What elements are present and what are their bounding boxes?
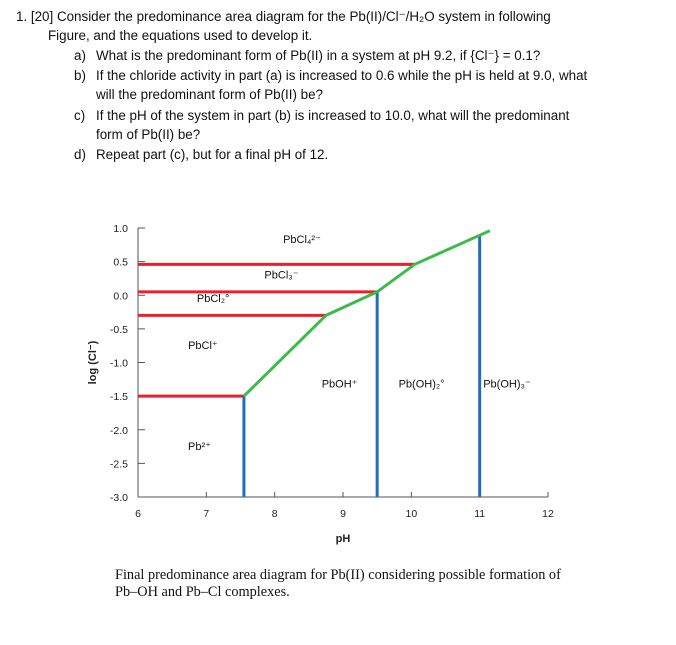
region-label: Pb(OH)₂°	[398, 378, 445, 391]
part-d-label: d)	[74, 147, 86, 162]
region-label: Pb²⁺	[188, 440, 211, 453]
x-tick-label: 8	[271, 508, 278, 520]
x-tick-label: 10	[405, 508, 418, 520]
part-c-continuation: form of Pb(II) be?	[96, 127, 201, 142]
y-tick-label: -3.0	[109, 492, 128, 504]
y-tick-label: 0.5	[113, 256, 128, 269]
question-header-continuation: Figure, and the equations used to develop it.	[48, 28, 313, 43]
y-tick-label: 0.0	[113, 290, 128, 303]
region-label: PbOH⁺	[321, 378, 358, 391]
y-tick-label: 1.0	[113, 223, 128, 235]
x-tick-label: 9	[340, 508, 346, 520]
x-axis-label: pH	[335, 533, 351, 545]
y-tick-label: -1.5	[109, 391, 128, 404]
figure-caption	[115, 567, 561, 601]
y-tick-label: -0.5	[109, 323, 128, 336]
caption-line-1: Final predominance area diagram for Pb(II) considering possible formation of	[115, 567, 561, 583]
x-tick-label: 7	[203, 508, 210, 520]
caption-line-2: Pb–OH and Pb–Cl complexes.	[115, 584, 290, 600]
y-tick-label: -2.5	[109, 458, 128, 471]
x-tick-label: 6	[135, 508, 141, 520]
part-d-text: Repeat part (c), but for a final pH of 12.	[96, 147, 329, 162]
x-tick-label: 11	[474, 508, 486, 520]
y-tick-label: -2.0	[109, 424, 128, 437]
y-tick-label: -1.0	[109, 357, 128, 370]
part-b-label: b)	[74, 68, 86, 83]
y-axis-label: log (Cl⁻)	[87, 340, 99, 385]
region-label: PbCl⁺	[188, 340, 218, 353]
part-a-text: What is the predominant form of Pb(II) in a system at pH 9.2, if {Cl⁻} = 0.1?	[96, 48, 541, 63]
part-c-text: If the pH of the system in part (b) is increased to 10.0, what will the predominant	[96, 108, 570, 123]
part-a-label: a)	[74, 48, 86, 63]
region-label: Pb(OH)₃⁻	[483, 378, 531, 391]
x-tick-label: 12	[542, 508, 554, 520]
region-label: PbCl₂°	[196, 292, 230, 305]
part-b-text: If the chloride activity in part (a) is increased to 0.6 while the pH is held at 9.0, what	[96, 68, 588, 83]
region-label: PbCl₄²⁻	[283, 233, 321, 246]
green-boundary-line	[244, 231, 490, 396]
part-c-label: c)	[74, 108, 86, 123]
part-b-continuation: will the predominant form of Pb(II) be?	[96, 87, 324, 102]
question-header: 1. [20] Consider the predominance area diagram for the Pb(II)/Cl⁻/H₂O system in following	[16, 9, 551, 24]
region-label: PbCl₃⁻	[264, 269, 299, 282]
